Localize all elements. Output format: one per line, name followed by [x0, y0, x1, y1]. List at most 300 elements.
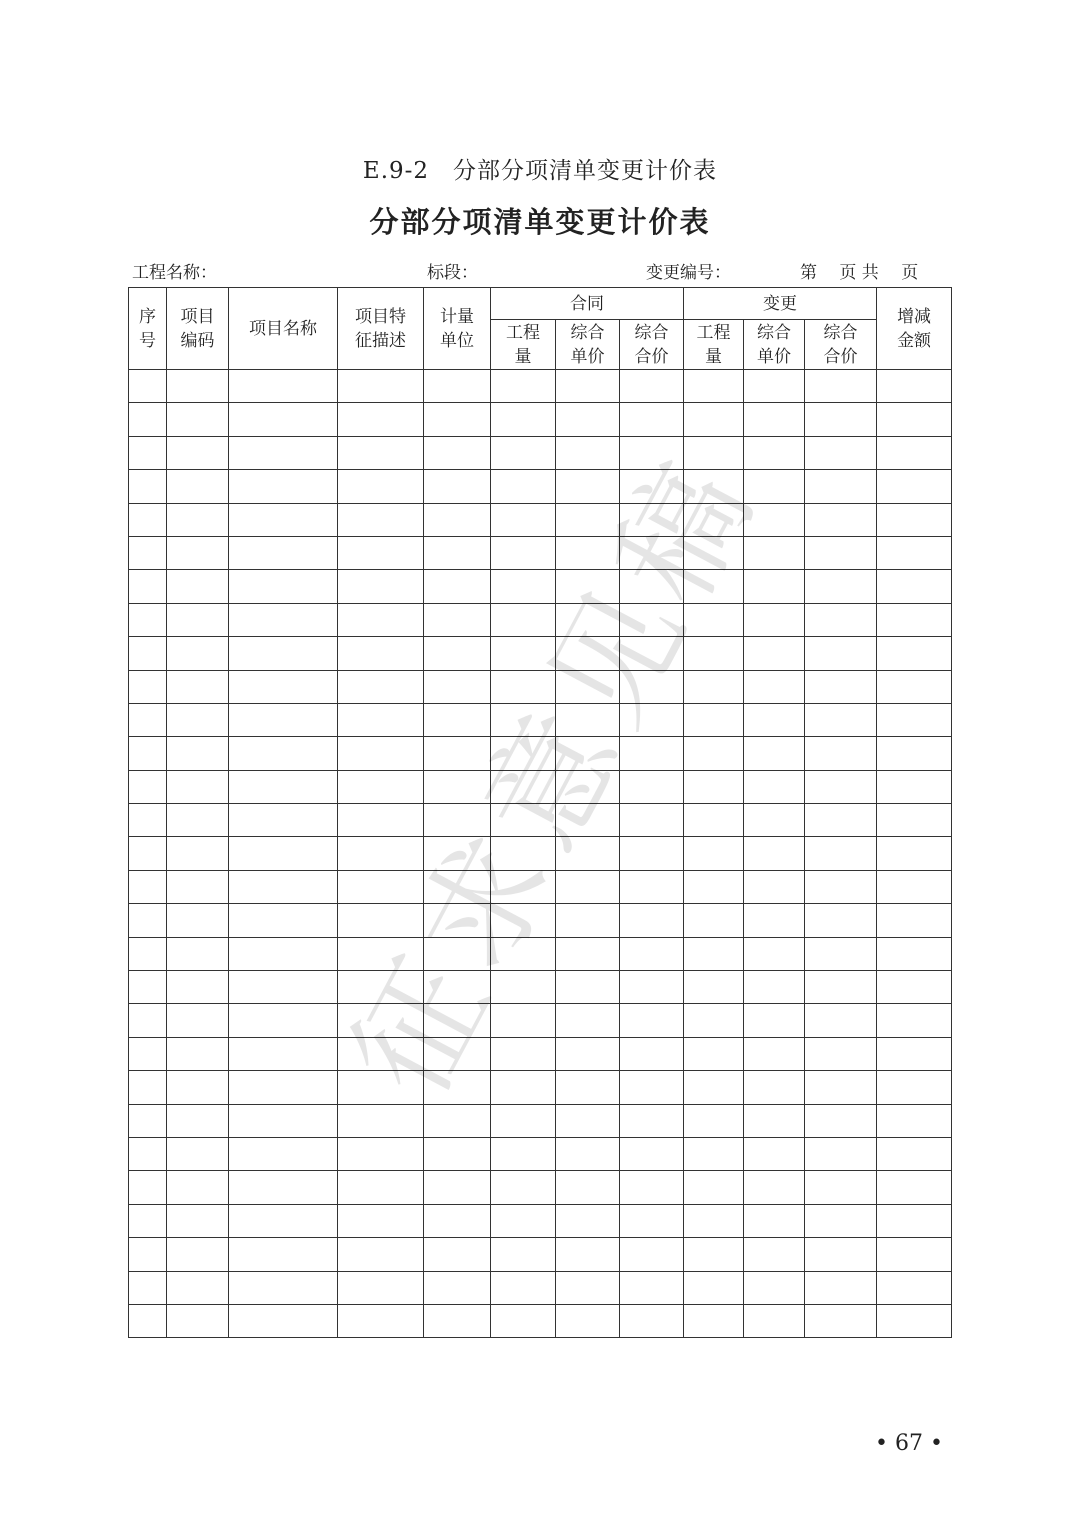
table-cell	[129, 370, 167, 403]
table-cell	[684, 703, 744, 736]
table-cell	[491, 570, 556, 603]
table-cell	[167, 436, 229, 469]
header-delta-amount: 增减 金额	[877, 288, 952, 370]
table-cell	[620, 570, 684, 603]
table-cell	[877, 603, 952, 636]
table-cell	[129, 870, 167, 903]
table-cell	[424, 436, 491, 469]
table-cell	[229, 436, 338, 469]
table-cell	[805, 1238, 877, 1271]
table-cell	[229, 837, 338, 870]
table-row	[129, 703, 952, 736]
table-cell	[167, 1204, 229, 1237]
table-cell	[744, 904, 805, 937]
table-cell	[805, 737, 877, 770]
table-cell	[424, 703, 491, 736]
change-pricing-table	[128, 287, 952, 1338]
table-cell	[424, 670, 491, 703]
table-cell	[229, 1104, 338, 1137]
table-cell	[167, 1171, 229, 1204]
table-cell	[491, 1238, 556, 1271]
table-cell	[684, 637, 744, 670]
table-cell	[684, 1104, 744, 1137]
table-cell	[229, 1137, 338, 1170]
table-cell	[556, 1104, 620, 1137]
table-cell	[167, 1104, 229, 1137]
table-cell	[556, 703, 620, 736]
table-row	[129, 403, 952, 436]
table-cell	[129, 1004, 167, 1037]
table-cell	[556, 1304, 620, 1337]
table-cell	[338, 937, 424, 970]
table-cell	[620, 770, 684, 803]
table-cell	[684, 937, 744, 970]
table-cell	[338, 403, 424, 436]
table-cell	[744, 403, 805, 436]
table-cell	[877, 637, 952, 670]
table-cell	[129, 637, 167, 670]
table-cell	[684, 737, 744, 770]
table-cell	[338, 1004, 424, 1037]
table-cell	[338, 770, 424, 803]
table-row	[129, 1238, 952, 1271]
table-cell	[338, 1171, 424, 1204]
table-cell	[491, 603, 556, 636]
table-cell	[491, 804, 556, 837]
table-cell	[424, 1004, 491, 1037]
table-cell	[229, 870, 338, 903]
table-cell	[229, 1071, 338, 1104]
table-cell	[744, 703, 805, 736]
table-cell	[556, 1238, 620, 1271]
table-cell	[684, 403, 744, 436]
table-cell	[229, 503, 338, 536]
table-cell	[620, 1204, 684, 1237]
table-cell	[167, 503, 229, 536]
table-cell	[805, 436, 877, 469]
table-row	[129, 804, 952, 837]
table-cell	[805, 503, 877, 536]
table-cell	[744, 603, 805, 636]
table-cell	[877, 703, 952, 736]
table-cell	[424, 570, 491, 603]
table-cell	[167, 770, 229, 803]
table-row	[129, 1071, 952, 1104]
table-cell	[129, 570, 167, 603]
table-cell	[424, 1104, 491, 1137]
table-cell	[338, 470, 424, 503]
table-cell	[877, 370, 952, 403]
table-cell	[744, 1271, 805, 1304]
page-title: 分部分项清单变更计价表	[369, 205, 711, 239]
table-cell	[338, 503, 424, 536]
table-cell	[744, 1238, 805, 1271]
table-cell	[229, 804, 338, 837]
table-cell	[744, 503, 805, 536]
table-cell	[129, 804, 167, 837]
table-cell	[877, 403, 952, 436]
table-cell	[744, 1004, 805, 1037]
table-cell	[805, 804, 877, 837]
table-cell	[556, 603, 620, 636]
table-cell	[684, 1171, 744, 1204]
table-cell	[129, 670, 167, 703]
table-cell	[684, 670, 744, 703]
table-cell	[229, 603, 338, 636]
table-cell	[744, 1204, 805, 1237]
table-cell	[744, 804, 805, 837]
table-cell	[620, 971, 684, 1004]
table-cell	[229, 1238, 338, 1271]
table-row	[129, 1004, 952, 1037]
table-cell	[338, 904, 424, 937]
table-cell	[167, 804, 229, 837]
table-cell	[129, 603, 167, 636]
table-cell	[744, 870, 805, 903]
table-cell	[805, 1171, 877, 1204]
table-cell	[229, 403, 338, 436]
table-row	[129, 870, 952, 903]
table-cell	[129, 770, 167, 803]
table-cell	[491, 536, 556, 569]
table-cell	[877, 737, 952, 770]
table-cell	[744, 670, 805, 703]
table-cell	[167, 603, 229, 636]
table-cell	[424, 370, 491, 403]
table-cell	[877, 804, 952, 837]
table-cell	[805, 870, 877, 903]
table-cell	[129, 703, 167, 736]
table-cell	[167, 737, 229, 770]
table-cell	[424, 870, 491, 903]
table-row	[129, 637, 952, 670]
table-cell	[877, 1304, 952, 1337]
table-cell	[620, 1238, 684, 1271]
table-cell	[877, 1271, 952, 1304]
table-cell	[491, 1204, 556, 1237]
table-cell	[229, 1304, 338, 1337]
table-cell	[620, 436, 684, 469]
table-cell	[129, 904, 167, 937]
table-cell	[338, 670, 424, 703]
table-cell	[556, 536, 620, 569]
table-cell	[744, 1037, 805, 1070]
table-cell	[877, 1171, 952, 1204]
table-cell	[338, 1304, 424, 1337]
table-cell	[229, 737, 338, 770]
table-cell	[424, 1037, 491, 1070]
table-cell	[129, 937, 167, 970]
table-cell	[684, 436, 744, 469]
header-unit: 计量 单位	[424, 288, 491, 370]
table-cell	[491, 1004, 556, 1037]
table-cell	[167, 637, 229, 670]
table-cell	[620, 1071, 684, 1104]
table-cell	[167, 403, 229, 436]
table-cell	[167, 1137, 229, 1170]
table-row	[129, 436, 952, 469]
table-cell	[877, 1071, 952, 1104]
table-cell	[744, 1071, 805, 1104]
table-cell	[556, 637, 620, 670]
table-cell	[805, 603, 877, 636]
table-cell	[620, 637, 684, 670]
table-cell	[229, 971, 338, 1004]
table-cell	[229, 370, 338, 403]
table-cell	[620, 1004, 684, 1037]
table-cell	[556, 737, 620, 770]
table-cell	[877, 904, 952, 937]
table-cell	[491, 703, 556, 736]
table-cell	[338, 603, 424, 636]
table-cell	[620, 1137, 684, 1170]
table-cell	[620, 904, 684, 937]
table-cell	[167, 470, 229, 503]
table-cell	[744, 1171, 805, 1204]
table-cell	[491, 1104, 556, 1137]
table-cell	[744, 1304, 805, 1337]
table-cell	[424, 1304, 491, 1337]
table-cell	[424, 971, 491, 1004]
table-row	[129, 670, 952, 703]
table-cell	[167, 971, 229, 1004]
table-cell	[877, 1004, 952, 1037]
table-row	[129, 1304, 952, 1337]
table-cell	[338, 370, 424, 403]
table-cell	[620, 1171, 684, 1204]
table-cell	[424, 770, 491, 803]
table-cell	[491, 904, 556, 937]
table-cell	[556, 403, 620, 436]
table-cell	[805, 904, 877, 937]
table-cell	[129, 1304, 167, 1337]
table-cell	[620, 737, 684, 770]
table-cell	[744, 470, 805, 503]
table-cell	[491, 403, 556, 436]
table-cell	[491, 1304, 556, 1337]
table-cell	[744, 637, 805, 670]
table-cell	[744, 937, 805, 970]
table-cell	[424, 904, 491, 937]
table-cell	[167, 1037, 229, 1070]
table-cell	[167, 937, 229, 970]
table-cell	[229, 904, 338, 937]
table-cell	[491, 1137, 556, 1170]
table-cell	[556, 804, 620, 837]
table-cell	[424, 637, 491, 670]
table-cell	[805, 370, 877, 403]
table-cell	[684, 1304, 744, 1337]
table-cell	[620, 403, 684, 436]
table-cell	[167, 370, 229, 403]
table-cell	[877, 770, 952, 803]
table-cell	[877, 470, 952, 503]
table-cell	[744, 770, 805, 803]
table-cell	[805, 403, 877, 436]
table-cell	[129, 1238, 167, 1271]
table-cell	[491, 470, 556, 503]
table-cell	[744, 570, 805, 603]
table-cell	[805, 770, 877, 803]
table-cell	[620, 1304, 684, 1337]
table-cell	[744, 971, 805, 1004]
table-cell	[167, 1238, 229, 1271]
header-seq: 序 号	[129, 288, 167, 370]
table-cell	[491, 1171, 556, 1204]
table-cell	[877, 937, 952, 970]
table-cell	[620, 470, 684, 503]
header-change-unit-price: 综合 单价	[744, 320, 805, 370]
table-cell	[684, 1037, 744, 1070]
table-cell	[805, 536, 877, 569]
header-item-name: 项目名称	[229, 288, 338, 370]
header-contract-unit-price: 综合 单价	[556, 320, 620, 370]
table-cell	[620, 370, 684, 403]
table-cell	[167, 703, 229, 736]
table-row	[129, 837, 952, 870]
table-cell	[556, 1071, 620, 1104]
table-cell	[684, 1238, 744, 1271]
header-contract-total-price: 综合 合价	[620, 320, 684, 370]
table-cell	[744, 1104, 805, 1137]
table-cell	[129, 403, 167, 436]
table-cell	[556, 503, 620, 536]
table-cell	[877, 1104, 952, 1137]
table-cell	[129, 1104, 167, 1137]
table-row	[129, 904, 952, 937]
table-cell	[620, 1037, 684, 1070]
table-cell	[684, 971, 744, 1004]
table-cell	[877, 1037, 952, 1070]
table-cell	[491, 870, 556, 903]
table-cell	[129, 1137, 167, 1170]
table-cell	[556, 670, 620, 703]
table-cell	[229, 670, 338, 703]
table-cell	[805, 1037, 877, 1070]
table-cell	[877, 503, 952, 536]
table-cell	[424, 737, 491, 770]
table-cell	[229, 1004, 338, 1037]
header-change-quantity: 工程 量	[684, 320, 744, 370]
table-cell	[805, 1137, 877, 1170]
table-cell	[338, 870, 424, 903]
table-cell	[129, 1271, 167, 1304]
table-cell	[684, 904, 744, 937]
table-row	[129, 770, 952, 803]
table-cell	[805, 837, 877, 870]
table-cell	[556, 971, 620, 1004]
table-cell	[620, 1271, 684, 1304]
table-cell	[877, 670, 952, 703]
table-cell	[620, 870, 684, 903]
table-row	[129, 370, 952, 403]
table-cell	[424, 1137, 491, 1170]
table-cell	[805, 1204, 877, 1237]
table-cell	[229, 470, 338, 503]
table-cell	[229, 770, 338, 803]
table-cell	[129, 536, 167, 569]
table-cell	[805, 1104, 877, 1137]
table-cell	[877, 1137, 952, 1170]
table-cell	[620, 503, 684, 536]
table-row	[129, 503, 952, 536]
table-cell	[491, 1037, 556, 1070]
table-cell	[424, 503, 491, 536]
table-cell	[684, 470, 744, 503]
table-cell	[338, 1071, 424, 1104]
header-change-total-price: 综合 合价	[805, 320, 877, 370]
table-cell	[491, 370, 556, 403]
table-cell	[338, 703, 424, 736]
table-cell	[877, 570, 952, 603]
table-cell	[556, 370, 620, 403]
table-cell	[129, 1171, 167, 1204]
table-cell	[338, 837, 424, 870]
change-number-label: 变更编号：	[646, 263, 731, 283]
table-cell	[129, 436, 167, 469]
draft-watermark: 征求意见稿	[325, 431, 786, 1120]
table-cell	[620, 603, 684, 636]
table-cell	[129, 470, 167, 503]
table-cell	[684, 536, 744, 569]
table-cell	[556, 1271, 620, 1304]
table-cell	[229, 637, 338, 670]
table-cell	[167, 904, 229, 937]
table-cell	[491, 1271, 556, 1304]
table-cell	[424, 1204, 491, 1237]
table-cell	[556, 1204, 620, 1237]
table-cell	[877, 1204, 952, 1237]
table-cell	[229, 1037, 338, 1070]
table-cell	[684, 370, 744, 403]
page-count-label: 第 页 共 页	[800, 263, 919, 283]
table-cell	[424, 1238, 491, 1271]
table-cell	[744, 1137, 805, 1170]
table-row	[129, 1104, 952, 1137]
table-row	[129, 470, 952, 503]
table-cell	[491, 737, 556, 770]
table-row	[129, 570, 952, 603]
table-cell	[424, 603, 491, 636]
table-cell	[684, 570, 744, 603]
page-number: • 67 •	[875, 1431, 943, 1456]
table-row	[129, 937, 952, 970]
header-contract: 合同	[491, 288, 684, 320]
table-cell	[805, 570, 877, 603]
table-cell	[491, 837, 556, 870]
table-cell	[684, 503, 744, 536]
table-cell	[877, 1238, 952, 1271]
header-item-code: 项目 编码	[167, 288, 229, 370]
table-cell	[129, 1071, 167, 1104]
table-cell	[620, 670, 684, 703]
table-cell	[424, 1271, 491, 1304]
table-cell	[620, 536, 684, 569]
table-cell	[229, 937, 338, 970]
table-cell	[167, 670, 229, 703]
table-cell	[684, 1137, 744, 1170]
table-cell	[556, 770, 620, 803]
table-cell	[338, 436, 424, 469]
table-row	[129, 536, 952, 569]
table-cell	[338, 971, 424, 1004]
table-cell	[805, 971, 877, 1004]
table-cell	[620, 937, 684, 970]
table-cell	[338, 637, 424, 670]
table-cell	[684, 1071, 744, 1104]
header-contract-quantity: 工程 量	[491, 320, 556, 370]
table-cell	[744, 370, 805, 403]
